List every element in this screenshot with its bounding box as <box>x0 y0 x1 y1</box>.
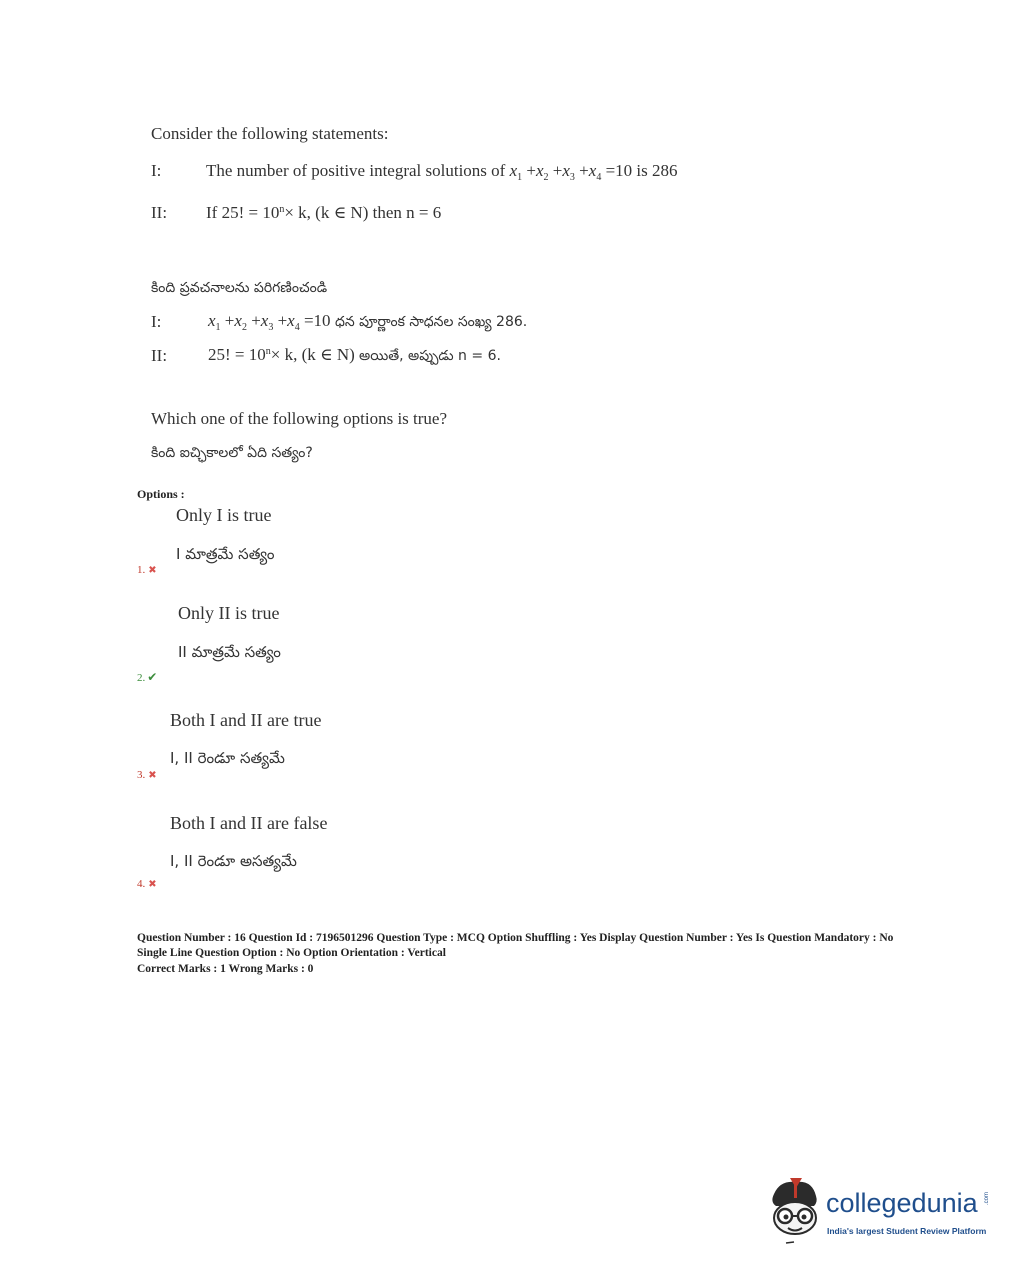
statement-1-te-text <box>208 311 527 333</box>
option-1-number: 1. <box>137 564 146 576</box>
logo-tagline: India's largest Student Review Platform <box>827 1226 987 1236</box>
statement-2-mid: × k, (k ∈ N) then <box>284 203 407 222</box>
question-prompt: Which one of the following options is true? <box>151 409 448 428</box>
statement-2-text <box>206 203 441 223</box>
statement-2-te-suffix: అయితే, అప్పుడు n = 6. <box>359 348 501 364</box>
option-4-text-te[interactable]: I, II రెండూ అసత్యమే <box>170 852 297 870</box>
option-3-text[interactable]: Both I and II are true <box>170 710 322 730</box>
statement-2-te-exponent: n <box>265 346 271 357</box>
option-2-text[interactable]: Only II is true <box>178 603 280 623</box>
question-intro: Consider the following statements: <box>151 124 389 143</box>
check-icon: ✔ <box>147 670 158 684</box>
statement-2-te-mid: × k, (k ∈ N) <box>270 345 360 364</box>
logo-name: collegedunia <box>826 1188 978 1218</box>
statement-1-prefix: The number of positive integral solutions of <box>206 161 510 180</box>
statement-2-te-text <box>208 345 501 367</box>
option-4-number: 4. <box>137 878 146 890</box>
question-meta: Question Number : 16 Question Id : 7196501296 Question Type : MCQ Option Shuffling : Yes Display Question Number : Yes Is Question Mandatory : No Single Line Question Option : No Option Orientation : Vertical <box>137 932 894 959</box>
statement-1-te-suffix: ధన పూర్ణాంక సాధనల సంఖ్య 286. <box>330 314 528 330</box>
statement-1-label: I: <box>151 161 162 180</box>
option-2-text-te[interactable]: II మాత్రమే సత్యం <box>178 643 281 661</box>
statement-2-prefix: If 25! = 10 <box>206 203 280 222</box>
statement-1-te-equation: $x_1 +x_2 +x_3 +x_4 =10$ <box>208 311 331 333</box>
statement-2-exponent: n <box>279 204 285 215</box>
question-marks: Correct Marks : 1 Wrong Marks : 0 <box>137 963 314 975</box>
collegedunia-logo <box>766 1176 996 1248</box>
option-2-number: 2. <box>137 672 146 684</box>
option-3-marker <box>137 769 157 781</box>
statement-1-te-label: I: <box>151 312 162 331</box>
options-label: Options : <box>137 487 185 501</box>
statement-2-te-label: II: <box>151 346 168 365</box>
option-1-marker <box>137 564 157 576</box>
statement-1-suffix: is 286 <box>632 161 678 180</box>
statement-2-te-prefix: 25! = 10 <box>208 345 266 364</box>
option-4-text[interactable]: Both I and II are false <box>170 813 328 833</box>
logo-com: .com <box>984 1192 990 1206</box>
option-3-text-te[interactable]: I, II రెండూ సత్యమే <box>170 749 285 767</box>
statement-2-label: II: <box>151 203 168 222</box>
mascot-icon <box>766 1176 824 1246</box>
option-3-number: 3. <box>137 769 146 781</box>
question-prompt-te: కింది ఐచ్ఛికాలలో ఏది సత్యం? <box>151 445 313 461</box>
option-4-marker <box>137 878 157 890</box>
cross-icon: ✖ <box>148 565 157 576</box>
option-2-marker <box>137 670 157 685</box>
option-1-text[interactable]: Only I is true <box>176 505 272 525</box>
question-intro-te: కింది ప్రవచనాలను పరిగణించండి <box>151 280 328 296</box>
cross-icon: ✖ <box>148 770 157 781</box>
statement-1-text <box>206 161 678 183</box>
option-1-text-te[interactable]: I మాత్రమే సత్యం <box>176 545 275 563</box>
cross-icon: ✖ <box>148 879 157 890</box>
statement-2-suffix: n = 6 <box>406 203 442 222</box>
statement-1-equation: $x_1 +x_2 +x_3 +x_4 =10$ <box>509 161 633 183</box>
